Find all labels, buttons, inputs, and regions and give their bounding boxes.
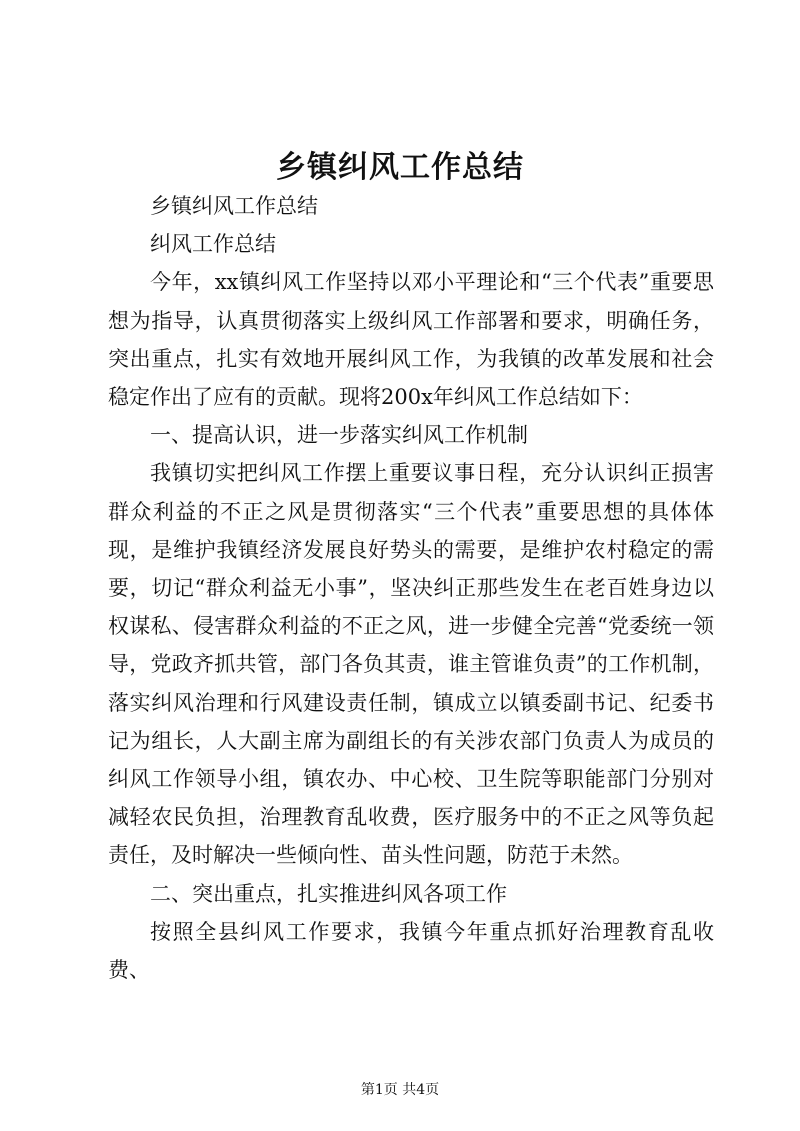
paragraph-subtitle: 乡镇纠风工作总结 [150,194,318,218]
paragraph-section-2: 按照全县纠风工作要求，我镇今年重点抓好治理教育乱收费、 [108,919,714,983]
document-title: 乡镇纠风工作总结 [276,150,524,185]
page-footer: 第1页 共4页 [360,1082,440,1098]
document-body [108,187,714,989]
section-heading-1: 一、提高认识，进一步落实纠风工作机制 [150,423,528,448]
section-heading-2: 二、突出重点，扎实推进纠风各项工作 [150,881,507,906]
paragraph-intro: 今年，xx镇纠风工作坚持以邓小平理论和“三个代表”重要思想为指导，认真贯彻落实上级纠风工作部署和要求，明确任务，突出重点，扎实有效地开展纠风工作，为我镇的改革发展和社会稳定作出了应有的贡献。现将200x年纠风工作总结如下： [108,270,714,410]
paragraph-heading: 纠风工作总结 [150,232,276,257]
paragraph-section-1: 我镇切实把纠风工作摆上重要议事日程，充分认识纠正损害群众利益的不正之风是贯彻落实“三个代表”重要思想的具体体现，是维护我镇经济发展良好势头的需要，是维护农村稳定的需要，切记“群众利益无小事”，坚决纠正那些发生在老百姓身边以权谋私、侵害群众利益的不正之风，进一步健全完善“党委统一领导，党政齐抓共管，部门各负其责，谁主管谁负责”的工作机制，落实纠风治理和行风建设责任制，镇成立以镇委副书记、纪委书记为组长，人大副主席为副组长的有关涉农部门负责人为成员的纠风工作领导小组，镇农办、中心校、卫生院等职能部门分别对减轻农民负担，治理教育乱收费，医疗服务中的不正之风等负起责任，及时解决一些倾向性、苗头性问题，防范于未然。 [108,461,714,868]
